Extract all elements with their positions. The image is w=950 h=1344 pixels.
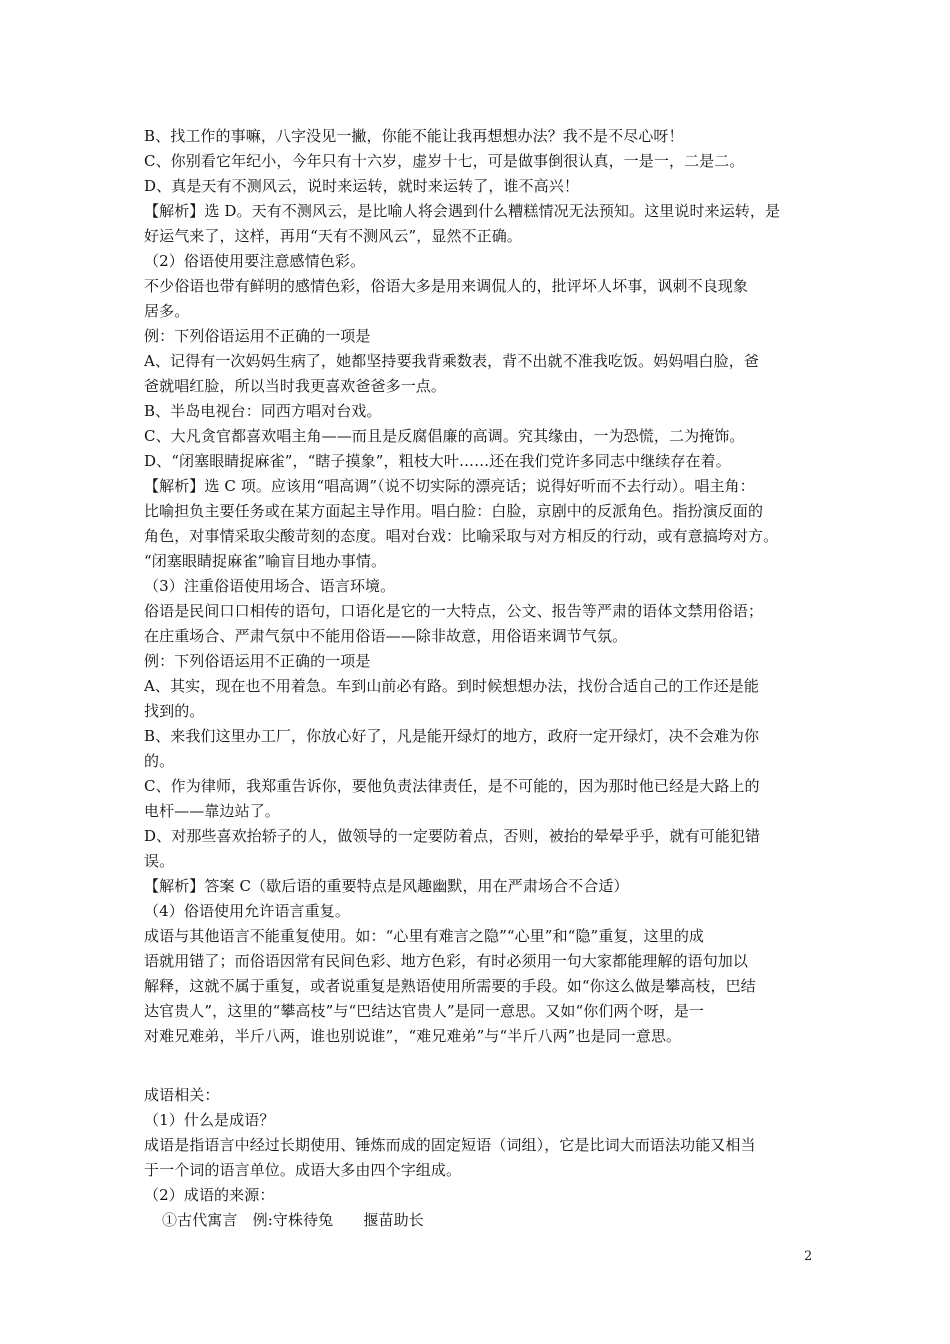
example-prompt: 例：下列俗语运用不正确的一项是 xyxy=(144,652,371,670)
text-line: 电杆——靠边站了。 xyxy=(144,802,280,820)
text-line: C、作为律师，我郑重告诉你，要他负责法律责任，是不可能的，因为那时他已经是大路上的 xyxy=(144,777,760,795)
text-line: A、记得有一次妈妈生病了，她都坚持要我背乘数表，背不出就不准我吃饭。妈妈唱白脸，爸 xyxy=(144,352,759,370)
text-line: 语就用错了；而俗语因常有民间色彩、地方色彩，有时必须用一句大家都能理解的语句加以 xyxy=(144,952,749,970)
text-line: 爸就唱红脸，所以当时我更喜欢爸爸多一点。 xyxy=(144,377,447,395)
text-line: 找到的。 xyxy=(144,702,205,720)
text-line: 成语与其他语言不能重复使用。如：“心里有难言之隐”“心里”和“隐”重复，这里的成 xyxy=(144,927,705,945)
text-line: B、来我们这里办工厂，你放心好了，凡是能开绿灯的地方，政府一定开绿灯，决不会难为你 xyxy=(144,727,760,745)
section-heading: （2）成语的来源： xyxy=(144,1186,275,1204)
text-line: C、大凡贪官都喜欢唱主角——而且是反腐倡廉的高调。究其缘由，一为恐慌，二为掩饰。 xyxy=(144,427,745,445)
text-line: B、找工作的事嘛，八字没见一撇，你能不能让我再想想办法？我不是不尽心呀！ xyxy=(144,127,684,145)
text-line: 角色，对事情采取尖酸苛刻的态度。唱对台戏：比喻采取与对方相反的行动，或有意搞垮对方。 xyxy=(144,527,779,545)
text-line: B、半岛电视台：同西方唱对台戏。 xyxy=(144,402,382,420)
text-line: 于一个词的语言单位。成语大多由四个字组成。 xyxy=(144,1161,462,1179)
text-line: 好运气来了，这样，再用“天有不测风云”，显然不正确。 xyxy=(144,227,522,245)
text-line: D、对那些喜欢抬轿子的人，做领导的一定要防着点，否则，被抬的晕晕乎乎，就有可能犯错 xyxy=(144,827,761,845)
text-line: 成语是指语言中经过长期使用、锤炼而成的固定短语（词组），它是比词大而语法功能又相当 xyxy=(144,1136,756,1154)
text-line: 比喻担负主要任务或在某方面起主导作用。唱白脸：白脸，京剧中的反派角色。指扮演反面的 xyxy=(144,502,764,520)
blank-line xyxy=(144,1049,816,1083)
text-line: 解释，这就不属于重复，或者说重复是熟语使用所需要的手段。如“你这么做是攀高枝，巴结 xyxy=(144,977,756,995)
text-line: C、你别看它年纪小，今年只有十六岁，虚岁十七，可是做事倒很认真，一是一，二是二。 xyxy=(144,152,745,170)
text-line: A、其实，现在也不用着急。车到山前必有路。到时候想想办法，找份合适自己的工作还是能 xyxy=(144,677,759,695)
text-line: D、真是天有不测风云，说时来运转，就时来运转了，谁不高兴！ xyxy=(144,177,579,195)
analysis-line: 【解析】选 C 项。应该用“唱高调”（说不切实际的漂亮话；说得好听而不去行动）。唱主角： xyxy=(144,477,755,495)
text-line: D、“闭塞眼睛捉麻雀”，“瞎子摸象”，粗枝大叶……还在我们党许多同志中继续存在着。 xyxy=(144,452,731,470)
analysis-line: 【解析】选 D。天有不测风云，是比喻人将会遇到什么糟糕情况无法预知。这里说时来运转，是 xyxy=(144,202,781,220)
list-item: ①古代寓言 例:守株待兔 揠苗助长 xyxy=(162,1211,424,1229)
example-prompt: 例：下列俗语运用不正确的一项是 xyxy=(144,327,371,345)
text-line: 的。 xyxy=(144,752,175,770)
text-line: 在庄重场合、严肃气氛中不能用俗语——除非故意，用俗语来调节气氛。 xyxy=(144,627,628,645)
text-line: 对难兄难弟，半斤八两，谁也别说谁”，“难兄难弟”与“半斤八两”也是同一意思。 xyxy=(144,1027,682,1045)
text-line: 误。 xyxy=(144,852,175,870)
page-number: 2 xyxy=(804,1249,813,1264)
text-line: 不少俗语也带有鲜明的感情色彩，俗语大多是用来调侃人的，批评坏人坏事，讽刺不良现象 xyxy=(144,277,749,295)
text-line: 达官贵人”，这里的“攀高枝”与“巴结达官贵人”是同一意思。又如“你们两个呀，是一 xyxy=(144,1002,705,1020)
section-heading: （3）注重俗语使用场合、语言环境。 xyxy=(144,577,396,595)
section-heading: （1）什么是成语？ xyxy=(144,1111,275,1129)
text-line: “闭塞眼睛捉麻雀”喻盲目地办事情。 xyxy=(144,552,387,570)
document-body xyxy=(144,124,816,1233)
analysis-line: 【解析】答案 C（歇后语的重要特点是风趣幽默，用在严肃场合不合适） xyxy=(144,877,629,895)
text-line: 俗语是民间口口相传的语句，口语化是它的一大特点，公文、报告等严肃的语体文禁用俗语； xyxy=(144,602,764,620)
section-heading: （2）俗语使用要注意感情色彩。 xyxy=(144,252,366,270)
text-line: 居多。 xyxy=(144,302,190,320)
section-title: 成语相关： xyxy=(144,1086,220,1104)
section-heading: （4）俗语使用允许语言重复。 xyxy=(144,902,350,920)
